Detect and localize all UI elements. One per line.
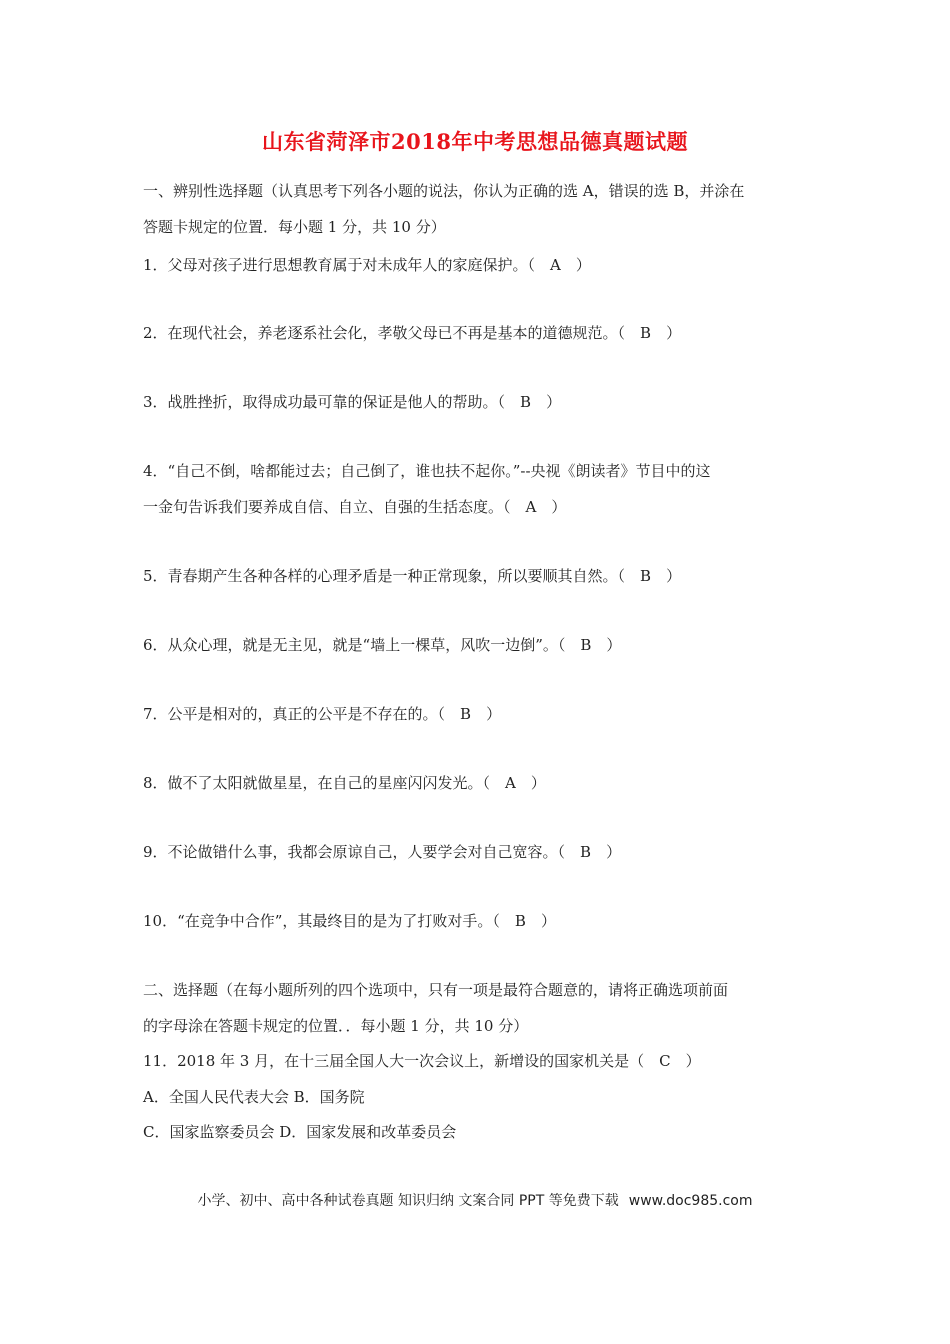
page-footer — [0, 1190, 950, 1210]
question-2: 2．在现代社会，养老逐系社会化，孝敬父母已不再是基本的道德规范。（ B ） — [143, 324, 682, 342]
question-8: 8．做不了太阳就做星星，在自己的星座闪闪发光。（ A ） — [143, 774, 546, 792]
question-10: 10．“在竞争中合作”，其最终目的是为了打败对手。（ B ） — [143, 912, 556, 930]
question-1: 1．父母对孩子进行思想教育属于对未成年人的家庭保护。（ A ） — [143, 256, 591, 274]
question-9: 9．不论做错什么事，我都会原谅自己，人要学会对自己宽容。（ B ） — [143, 843, 622, 861]
question-6: 6．从众心理，就是无主见，就是“墙上一棵草，风吹一边倒”。（ B ） — [143, 636, 622, 654]
section1-intro-line1: 一、辨别性选择题（认真思考下列各小题的说法，你认为正确的选 A，错误的选 B，并涂在 — [143, 182, 745, 200]
question-4-line1: 4．“自己不倒，啥都能过去；自己倒了，谁也扶不起你。”--央视《朗读者》节目中的这 — [143, 462, 711, 480]
footer-url[interactable]: www.doc985.com — [628, 1193, 753, 1209]
document-title: 山东省菏泽市2018年中考思想品德真题试题 — [262, 129, 688, 154]
question-11: 11．2018 年 3 月，在十三届全国人大一次会议上，新增设的国家机关是（ C ） — [143, 1052, 701, 1070]
footer-text: 小学、初中、高中各种试卷真题 知识归纳 文案合同 PPT 等免费下载 — [197, 1193, 619, 1209]
question-7: 7．公平是相对的，真正的公平是不存在的。（ B ） — [143, 705, 502, 723]
question-11-options-cd: C．国家监察委员会 D．国家发展和改革委员会 — [143, 1123, 457, 1141]
question-5: 5．青春期产生各种各样的心理矛盾是一种正常现象，所以要顺其自然。（ B ） — [143, 567, 682, 585]
question-4-line2: 一金句告诉我们要养成自信、自立、自强的生括态度。（ A ） — [143, 498, 567, 516]
section1-intro-line2: 答题卡规定的位置．每小题 1 分，共 10 分） — [143, 218, 446, 236]
section2-intro-line1: 二、选择题（在每小题所列的四个选项中，只有一项是最符合题意的，请将正确选项前面 — [143, 981, 729, 999]
question-11-options-ab: A．全国人民代表大会 B．国务院 — [143, 1088, 365, 1106]
question-3: 3．战胜挫折，取得成功最可靠的保证是他人的帮助。（ B ） — [143, 393, 562, 411]
section2-intro-line2: 的字母涂在答题卡规定的位置．．每小题 1 分，共 10 分） — [143, 1017, 529, 1035]
